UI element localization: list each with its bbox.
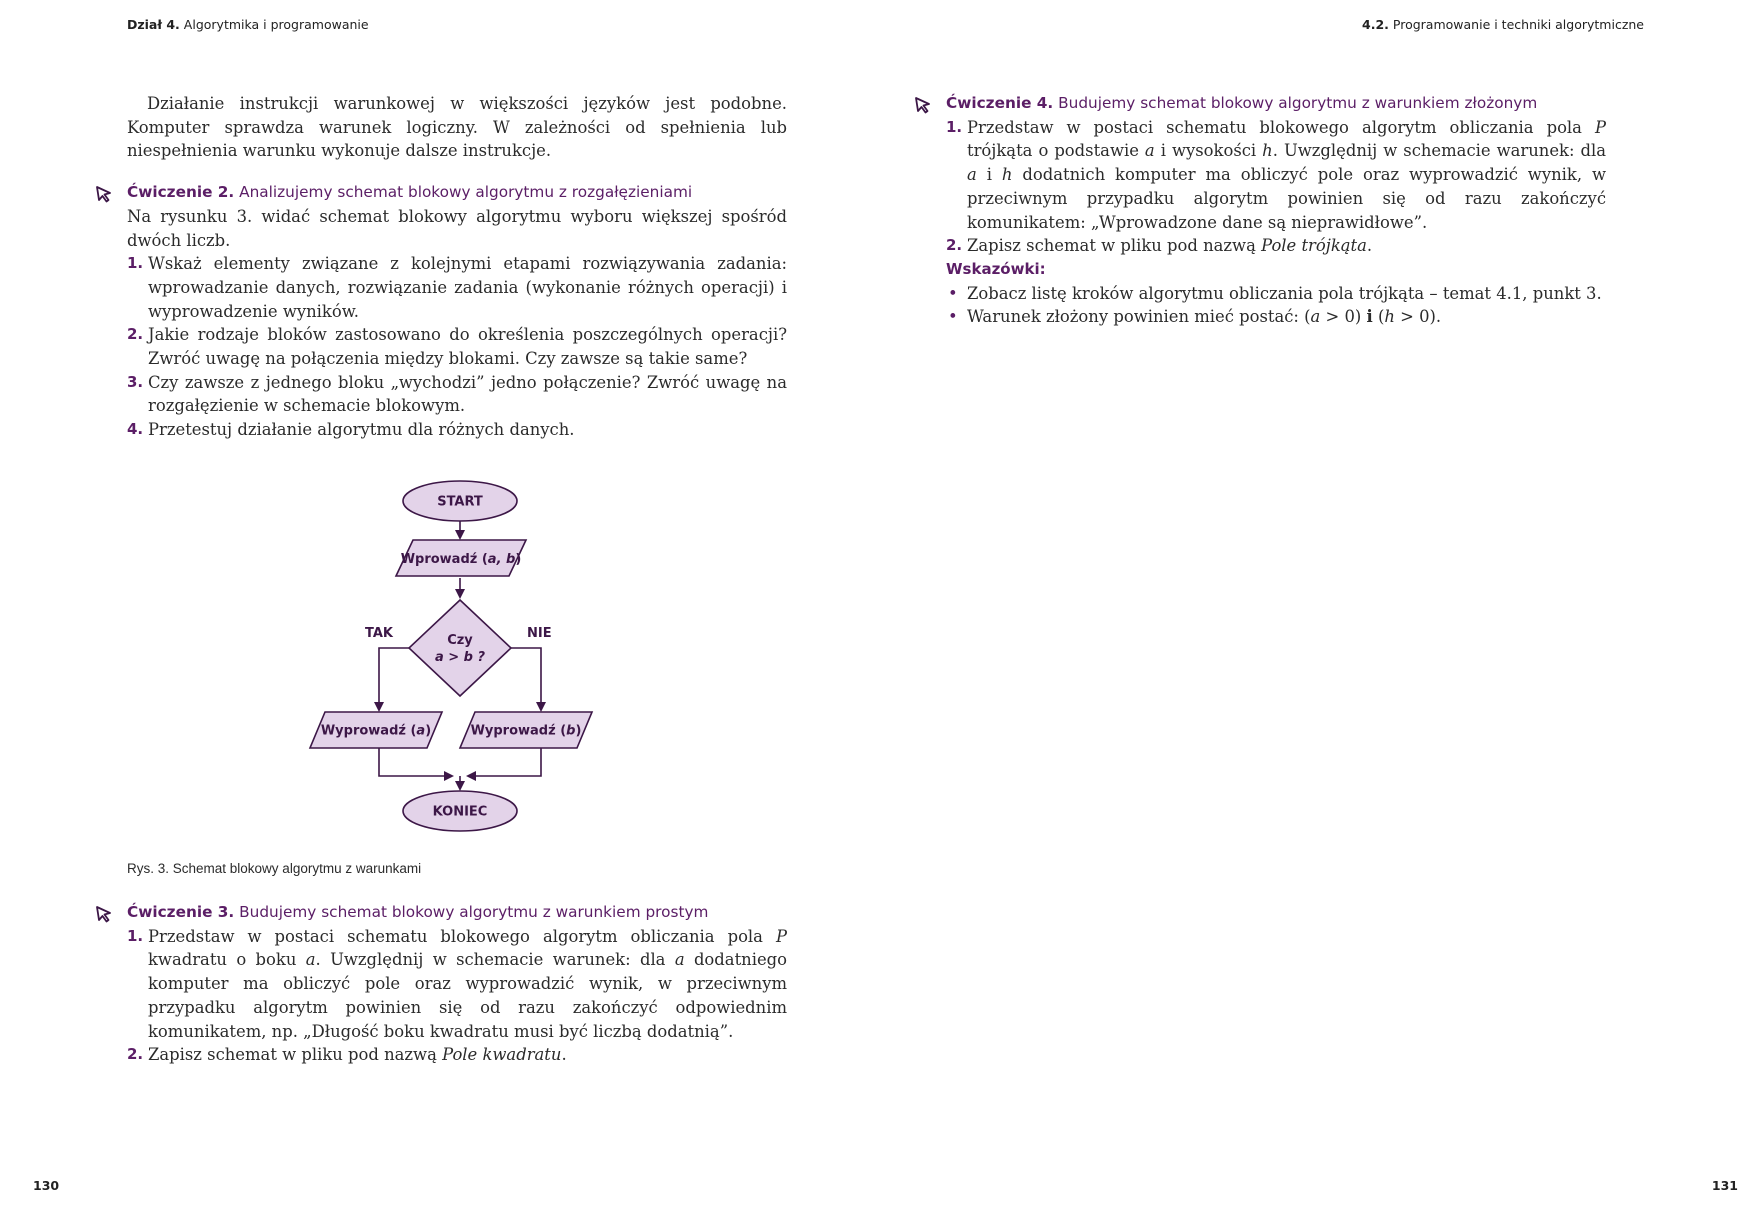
bullet-icon: • [948,307,958,327]
exercise-2-steps [127,252,787,442]
page-number-left: 130 [33,1178,60,1193]
yes-label: TAK [365,626,393,641]
list-item: 2. Zapisz schemat w pliku pod nazwą Pole trójkąta. [946,236,1373,256]
list-item: 1. Przedstaw w postaci schematu blokowego algorytm obliczania pola P trójkąta o podstawie a i wysokości h. Uwzględnij w schemacie warunek: dla a i h dodatnich komputer ma obliczyć pole oraz wyprowadzić wynik, w przeciwnym przypadku algorytm powinien się od razu zakończyć komunikatem: „Wprowadzone dane są nieprawidłowe”. [946,117,1606,232]
exercise-2-heading: Ćwiczenie 2. Analizujemy schemat blokowy algorytmu z rozgałęzieniami [127,181,787,205]
connector-out-b-merge [468,748,541,776]
list-item: 3. Czy zawsze z jednego bloku „wychodzi” jedno połączenie? Zwróć uwagę na rozgałęzienie w schemacie blokowym. [127,372,787,416]
output-b-label: Wyprowadź (b) [470,723,582,739]
list-item: 1. Przedstaw w postaci schematu blokowego algorytm obliczania pola P kwadratu o boku a. Uwzględnij w schemacie warunek: dla a dodatniego komputer ma obliczyć pole oraz wyprowadzić wynik, w przeciwnym przypadku algorytm powinien się od razu zakończyć odpowiednim komunikatem, np. „Długość boku kwadratu musi być liczbą dodatnią”. [127,926,788,1041]
connector-no-branch [505,648,541,710]
flowchart [300,470,620,840]
connector-yes-branch [379,648,415,710]
output-a-label: Wyprowadź (a) [320,723,432,739]
no-label: NIE [527,626,552,641]
decision-block [409,600,511,696]
exercise-3 [127,901,787,1067]
exercise-3-steps [127,925,787,1067]
end-label: KONIEC [432,804,488,820]
exercise-cursor-icon [95,905,113,923]
exercise-4 [946,92,1606,329]
left-page [0,0,874,1216]
list-item: 2. Jakie rodzaje bloków zastosowano do określenia poszczególnych operacji? Zwróć uwagę na połączenia między blokami. Czy zawsze są takie same? [127,325,787,369]
exercise-3-heading: Ćwiczenie 3. Budujemy schemat blokowy algorytmu z warunkiem prostym [127,901,787,925]
intro-paragraph: Działanie instrukcji warunkowej w większości języków jest podobne. Komputer sprawdza warunek logiczny. W zależności od spełnienia lub niespełnienia warunku wykonuje dalsze instrukcje. [127,94,787,161]
exercise-cursor-icon [914,96,932,114]
connector-out-a-merge [379,748,452,776]
list-item: 2. Zapisz schemat w pliku pod nazwą Pole kwadratu. [127,1045,567,1065]
right-page [875,0,1749,1216]
list-item: • Warunek złożony powinien mieć postać: (a > 0) i (h > 0). [946,305,1606,329]
hints-list [946,282,1606,329]
exercise-4-steps [946,116,1606,258]
start-label: START [437,494,483,510]
list-item: 4. Przetestuj działanie algorytmu dla różnych danych. [127,420,575,440]
list-item: • Zobacz listę kroków algorytmu obliczania pola trójkąta – temat 4.1, punkt 3. [946,282,1606,306]
decision-label-line1: Czy [447,633,473,648]
running-head-right: 4.2. Programowanie i techniki algorytmiczne [1362,17,1644,32]
exercise-4-heading: Ćwiczenie 4. Budujemy schemat blokowy algorytmu z warunkiem złożonym [946,92,1606,116]
figure-caption: Rys. 3. Schemat blokowy algorytmu z warunkami [127,861,422,876]
exercise-cursor-icon [95,185,113,203]
list-item: 1. Wskaż elementy związane z kolejnymi etapami rozwiązywania zadania: wprowadzanie danych, rozwiązanie zadania (wykonanie różnych operacji) i wyprowadzenie wyników. [127,254,787,321]
bullet-icon: • [948,283,958,303]
decision-label-line2: a > b ? [434,650,486,665]
page-number-right: 131 [1711,1178,1738,1193]
left-column [127,92,787,442]
running-head-left: Dział 4. Algorytmika i programowanie [127,17,369,32]
hints-title: Wskazówki: [946,259,1046,278]
input-label: Wprowadź (a, b) [400,552,522,567]
exercise-2-intro: Na rysunku 3. widać schemat blokowy algorytmu wyboru większej spośród dwóch liczb. [127,206,787,250]
